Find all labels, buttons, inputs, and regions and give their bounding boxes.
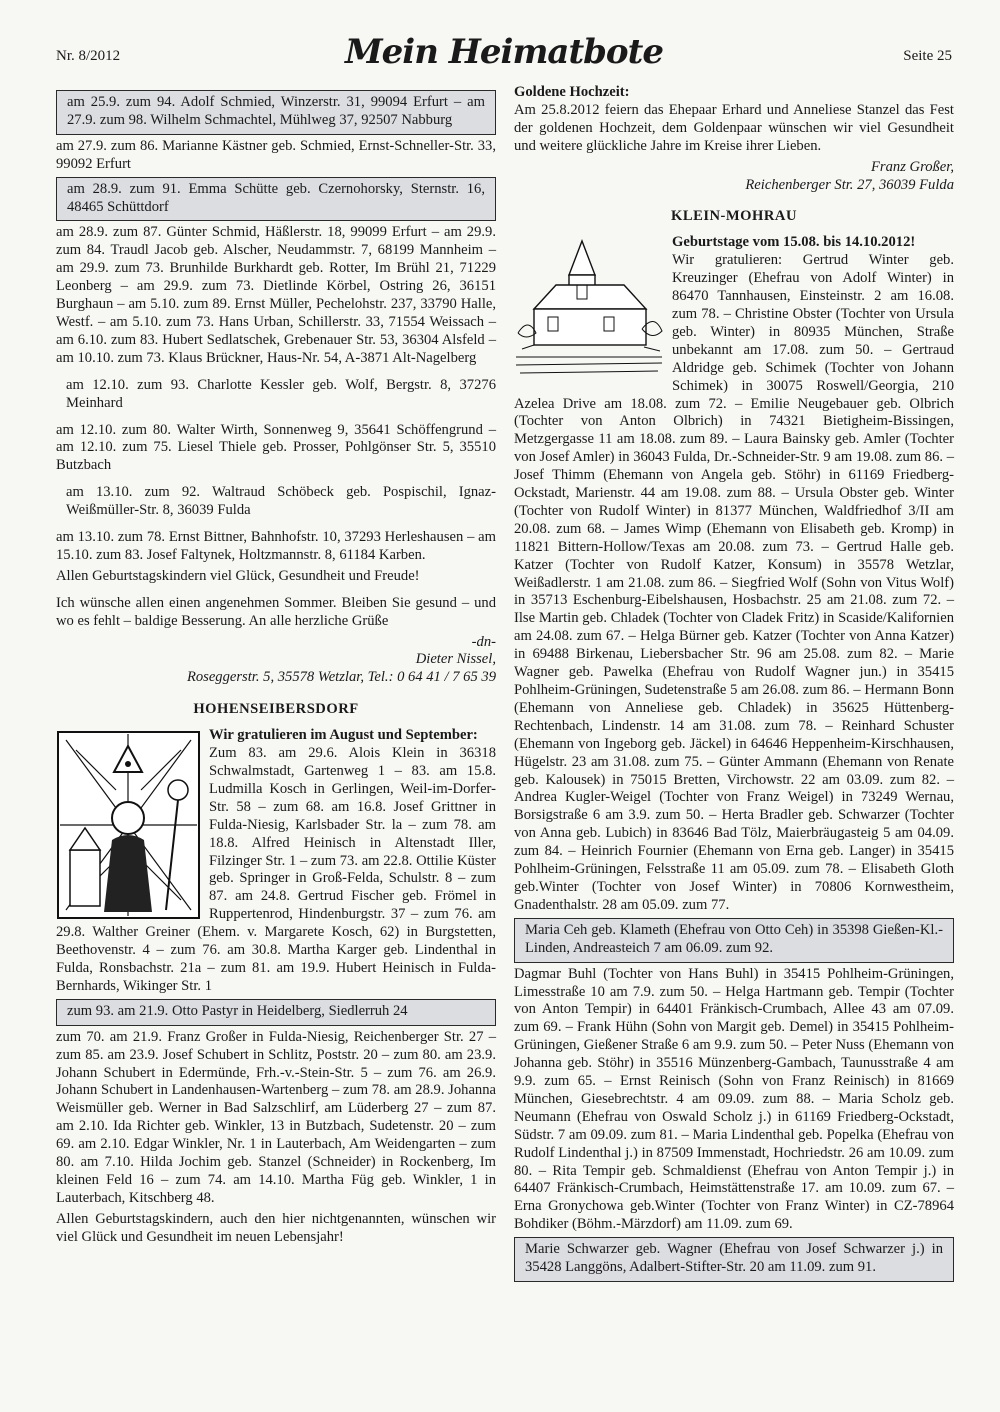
highlight-box: Marie Schwarzer geb. Wagner (Ehefrau von Josef Schwarzer j.) in 35428 Langgöns, Adalbert-Stifter-Str. 20 am 11.09. zum 91. bbox=[514, 1237, 954, 1282]
right-column bbox=[514, 84, 954, 1285]
golden-wedding-title: Goldene Hochzeit: bbox=[514, 84, 630, 100]
birthday-entry: am 13.10. zum 92. Waltraud Schöbeck geb. Pospischil, Ignaz-Weißmüller-Str. 8, 36039 Fulda bbox=[66, 484, 496, 519]
birthday-entry: am 12.10. zum 93. Charlotte Kessler geb. Wolf, Bergstr. 8, 37276 Meinhard bbox=[66, 376, 496, 411]
birthday-entry: Dagmar Buhl (Tochter von Hans Buhl) in 35415 Pohlheim-Grüningen, Limesstraße 10 am 7.9. zum 50. – Helga Hartmann geb. Tempir (Tochter von Anton Tempir) in 64401 Fränkisch-Crumbach, Allee 43 am 07.09. zum 69. – Frank Hühn (Sohn von Margit geb. Demel) in 35415 Pohlheim-Grüningen, Gießener Straße 6 am 9.9. zum 50. – Peter Nuss (Ehemann von Johanna geb. Stöhr) in 35516 Münzenberg-Gambach, Taunusstraße 4 am 9.9. zum 65. – Ernst Reinisch (Sohn von Franz Reinisch) in 81669 München, Giesebrechtstr. 4 am 09.09. zum 88. – Maria Scholz geb. Neumann (Ehefrau von Oswald Scholz j.) in 61169 Friedberg-Ockstadt, Südstr. 7 am 09.09. zum 81. – Maria Lindenthal geb. Popelka (Ehefrau von Rudolf Lindenthal j.) in 87509 Immenstadt, Hochriedstr. 26 am 10.09. zum 80. – Rita Tempir geb. Schmaldienst (Ehefrau von Anton Tempir j.) in 64407 Fränkisch-Crumbach, Heimstättenstraße 17. am 10.09. zum 67. – Erna Gronychowa geb.Winter (Tochter von Franz Winter) in CZ-78964 Bohdiker (Böhm.-Märzdorf) am 11.09. zum 69. bbox=[514, 965, 954, 1233]
signature-initials: -dn- bbox=[471, 633, 496, 650]
birthday-entry: am 13.10. zum 78. Ernst Bittner, Bahnhofstr. 10, 37293 Herleshausen – am 15.10. zum 83. Josef Faltynek, Holtzmannstr. 8, 61184 Karben. bbox=[56, 529, 496, 563]
section-body bbox=[514, 234, 954, 914]
section-title: KLEIN-MOHRAU bbox=[671, 208, 797, 225]
highlight-box: zum 93. am 21.9. Otto Pastyr in Heidelberg, Siedlerruh 24 bbox=[56, 999, 496, 1026]
section-title: HOHENSEIBERSDORF bbox=[193, 701, 359, 718]
page-number: Seite 25 bbox=[903, 48, 952, 64]
page-header bbox=[56, 32, 952, 78]
masthead-logo: Mein Heimatbote bbox=[345, 32, 663, 72]
section-body bbox=[56, 727, 496, 996]
religious-woodcut-illustration bbox=[56, 730, 201, 920]
issue-number: Nr. 8/2012 bbox=[56, 48, 121, 64]
birthday-list: Wir gratulieren: Gertrud Winter geb. Kreuzinger (Ehefrau von Adolf Winter) in 86470 Tannhausen, Einsteinstr. 2 am 16.08. zum 78. – Christine Obster (Tochter von Ursula geb. Winter) in 80935 München, Straße unbekannt am 17.08. zum 50. – Gertraud Aldridge geb. Schimek (Tochter von Johann Schimek) in 30075 Roswell/Georgia, 210 Azelea Drive am 18.08. zum 72. – Emilie Neugebauer geb. Olbrich (Tochter von Anton Olbrich) in 74321 Bietigheim-Bissingen, Metzgergasse 11 am 18.08. zum 89. – Laura Bainsky geb. Amler (Tochter von Josef Amler) in 36043 Fulda, Dr.-Schneider-Str. 9 am 19.08. zum 86. – Josef Thimm (Ehemann von Angela geb. Stöhr) in 61169 Friedberg-Ockstadt, Marienstr. 44 am 19.08. zum 88. – Ursula Obster geb. Winter (Tochter von Rudolf Winter) in 81377 München, Waldfriedhof 3/II am 20.08. zum 68. – James Wimp (Ehemann von Elisabeth geb. Kromp) in 11821 Bittern-Hollow/Texas am 20.08. zum 73. – Gertrud Halle geb. Katzer (Tochter von Rudolf Katzer, Konsum) in 35578 Wetzlar, Weißadlerstr. 1 am 21.08. zum 86. – Siegfried Wolf (Sohn von Vitus Wolf) in 35713 Eschenburg-Eibelshausen, Hosbachstr. 25 am 21.08. zum 72. – Ilse Martin geb. Chladek (Tochter von Cladek Fritz) in Scaside/Kalifornien am 24.08. zum 67. – Helga Bürner geb. Katzer (Tochter von Anna Katzer) in 69488 Birkenau, Liebersbacher Str. 96 am 25.08. zum 82. – Marie Wagner geb. Pawelka (Ehefrau von Rudolf Wagner jun.) in 35415 Pohlheim-Grüningen, Sudetenstraße 5 am 26.08. zum 86. – Hermann Bonn (Ehemann von Anneliese geb. Chladek) in 35625 Hüttenberg-Rechtenbach, Lindenstr. 14 am 31.08. zum 78. – Reinhard Schuster (Ehemann von Ingeborg geb. Jäckel) in 64646 Heppenheim-Kirschhausen, Hügelstr. 23 am 31.08. zum 75. – Günter Ammann (Ehemann von Renate geb. Kalousek) in 75015 Bretten, Virchowstr. 22 am 03.09. zum 82. – Andrea Kugler-Weigel (Tochter von Franz Weigel) in 73249 Wernau, Borsigstraße 6 am 3.9. zum 50. – Herta Bradler geb. Schwarzer (Tochter von Anna geb. Lubich) in 83646 Bad Tölz, Maierbräugasteig 5 am 04.09. zum 84. – Heinrich Fournier (Ehemann von Erna geb. Langer) in 35415 Pohlheim-Grüningen, Felsstraße 11 am 05.09. zum 78. – Elisabeth Gloth geb.Winter (Tochter von Josef Winter) in 70806 Kornwestheim, Gnadenthalstr. 28 am 05.09. zum 77. bbox=[514, 252, 954, 913]
closing-greeting: Ich wünsche allen einen angenehmen Sommer. Bleiben Sie gesund – und wo es fehlt – baldige Besserung. An alle herzliche Grüße bbox=[56, 594, 496, 629]
signature-address: Reichenberger Str. 27, 36039 Fulda bbox=[745, 176, 954, 193]
church-sketch-illustration bbox=[514, 237, 664, 377]
signature-name: Franz Großer, bbox=[871, 158, 954, 175]
section-subheading: Geburtstage vom 15.08. bis 14.10.2012! bbox=[672, 234, 916, 251]
birthday-entry: am 12.10. zum 80. Walter Wirth, Sonnenweg 9, 35641 Schöffengrund – am 12.10. zum 75. Liesel Thiele geb. Prosser, Pohlgönser Str. 5, 35510 Butzbach bbox=[56, 421, 496, 474]
birthday-entry: am 28.9. zum 87. Günter Schmid, Häßlerstr. 18, 99099 Erfurt – am 29.9. zum 84. Traudl Jacob geb. Alscher, Neudammstr. 7, 68199 Mannheim – am 29.9. zum 73. Brunhilde Burkhardt geb. Rotter, Im Brühl 21, 71229 Leonberg – am 29.9. zum 73. Dietlinde Körbel, Ostring 26, 36151 Burghaun – am 5.10. zum 89. Ernst Müller, Pechelohstr. 237, 33790 Halle, Westf. – am 5.10. zum 73. Hans Urban, Schillerstr. 33, 71554 Weissach – am 6.10. zum 83. Hubert Sedlatschek, Grebenauer Str. 53, 36304 Alsfeld – am 10.10. zum 73. Klaus Brückner, Haus-Nr. 54, A-3871 Alt-Nagelberg bbox=[56, 224, 496, 366]
section-subheading: Wir gratulieren im August und September: bbox=[209, 727, 478, 744]
signature-address: Roseggerstr. 5, 35578 Wetzlar, Tel.: 0 64 41 / 7 65 39 bbox=[186, 669, 496, 686]
closing-wish: Allen Geburtstagskindern, auch den hier nichtgenannten, wünschen wir viel Glück und Gesundheit im neuen Lebensjahr! bbox=[56, 1210, 496, 1245]
signature-name: Dieter Nissel, bbox=[415, 651, 496, 668]
birthday-entry: am 27.9. zum 86. Marianne Kästner geb. Schmied, Ernst-Schneller-Str. 33, 99092 Erfurt bbox=[56, 137, 496, 172]
highlight-box: am 25.9. zum 94. Adolf Schmied, Winzerstr. 31, 99094 Erfurt – am 27.9. zum 98. Wilhelm Schmachtel, Mühlweg 37, 92507 Nabburg bbox=[56, 90, 496, 135]
birthday-entry: zum 70. am 21.9. Franz Großer in Fulda-Niesig, Reichenberger Str. 27 – zum 85. am 23.9. Josef Schubert in Schlitz, Poststr. 20 – zum 80. am 23.9. Johann Schubert in Edermünde, Frh.-v.-Stein-Str. 5 – zum 76. am 26.9. Johann Schubert in Landenhausen-Wartenberg – zum 78. am 28.9. Johanna Weismüller geb. Werner in Bad Salzschlirf, am Lüderberg 27 – zum 87. am 2.10. Ida Richter geb. Winkler, 13 in Butzbach, Sudetenstr. 20 – zum 69. am 2.10. Edgar Winkler, Nr. 1 in Lauterbach, Am Weidengarten – zum 80. am 7.10. Hilda Jochim geb. Stanzel (Schneider) in Rockenberg, Im kleinen Feld 16 – zum 74. am 14.10. Martha Füg geb. Winkler, 1 in Lauterbach, Kitschberg 48. bbox=[56, 1028, 496, 1206]
left-column bbox=[56, 90, 496, 1250]
highlight-box: Maria Ceh geb. Klameth (Ehefrau von Otto Ceh) in 35398 Gießen-Kl.-Linden, Andreasteich 7 am 06.09. zum 92. bbox=[514, 918, 954, 963]
closing-wish: Allen Geburtstagskindern viel Glück, Gesundheit und Freude! bbox=[56, 567, 420, 584]
highlight-box: am 28.9. zum 91. Emma Schütte geb. Czernohorsky, Sternstr. 16, 48465 Schüttdorf bbox=[56, 177, 496, 222]
golden-wedding-text: Am 25.8.2012 feiern das Ehepaar Erhard und Anneliese Stanzel das Fest der goldenen Hochzeit, dem Goldenpaar wünschen wir viel Gesundheit und weitere glückliche Jahre im Kreise ihrer Lieben. bbox=[514, 101, 954, 154]
birthday-list: Zum 83. am 29.6. Alois Klein in 36318 Schwalmstadt, Gartenweg 1 – 83. am 15.8. Ludmilla Kosch in Gerlingen, Weil-im-Dorfer-Str. 58 – zum 68. am 16.8. Josef Grittner in Fulda-Niesig, Karlsbader Str. la – zum 78. am 18.8. Alfred Heinisch in Altenstadt Iller, Filzinger Str. 1 – zum 73. am 22.8. Ottilie Küster geb. Springer in Groß-Felda, Schulstr. 8 – zum 87. am 24.8. Gertrud Fischer geb. Frömel in Ruppertenrod, Hindenburgstr. 37 – zum 76. am 29.8. Walther Greiner (Ehem. v. Margarete Kosch, 62) in Burgstetten, Beethovenstr. 4 – zum 76. am 30.8. Martha Karger geb. Lindenthal in Fulda, Ronsbachstr. 21a – zum 81. am 19.9. Hubert Heinisch in Fulda-Bernhards, Wikinger Str. 1 bbox=[56, 745, 496, 994]
